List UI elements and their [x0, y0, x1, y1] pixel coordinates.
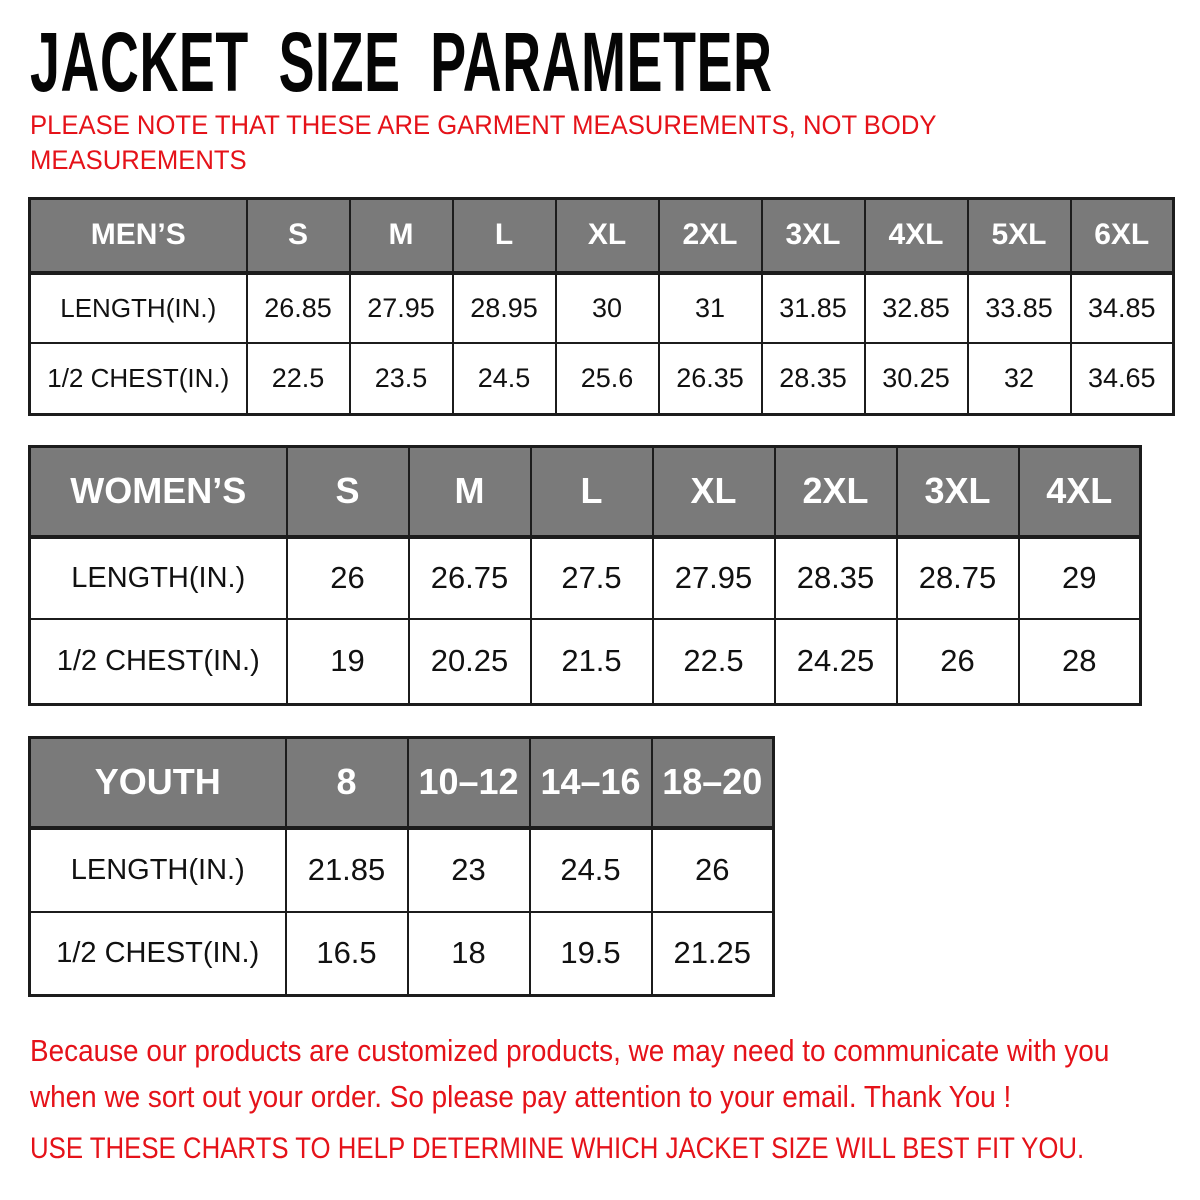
value-cell: 30 [556, 273, 659, 343]
womens-size-header: 2XL [775, 447, 897, 537]
notice-line-1: Because our products are customized products, we may need to communicate with you [30, 1033, 1110, 1068]
youth-size-header: 14–16 [530, 738, 652, 828]
value-cell: 34.65 [1071, 343, 1174, 415]
value-cell: 26 [287, 537, 409, 619]
mens-size-table [28, 197, 1175, 416]
value-cell: 21.85 [286, 828, 408, 912]
value-cell: 28.75 [897, 537, 1019, 619]
garment-measurement-note [30, 108, 936, 177]
mens-header-row [30, 199, 1174, 273]
mens-size-header: M [350, 199, 453, 273]
row-label: 1/2 CHEST(IN.) [30, 343, 247, 415]
value-cell: 24.25 [775, 619, 897, 705]
mens-size-header: 6XL [1071, 199, 1174, 273]
value-cell: 24.5 [453, 343, 556, 415]
row-label: 1/2 CHEST(IN.) [30, 912, 286, 996]
value-cell: 24.5 [530, 828, 652, 912]
value-cell: 25.6 [556, 343, 659, 415]
mens-size-header: S [247, 199, 350, 273]
value-cell: 21.5 [531, 619, 653, 705]
value-cell: 26.85 [247, 273, 350, 343]
youth-size-table [28, 736, 775, 997]
value-cell: 22.5 [247, 343, 350, 415]
mens-size-header: XL [556, 199, 659, 273]
womens-size-header: M [409, 447, 531, 537]
value-cell: 28.35 [762, 343, 865, 415]
note-line-2: MEASUREMENTS [30, 144, 247, 175]
womens-table-title-cell: WOMEN’S [30, 447, 287, 537]
mens-size-header: 5XL [968, 199, 1071, 273]
value-cell: 27.95 [350, 273, 453, 343]
value-cell: 18 [408, 912, 530, 996]
mens-size-header: 2XL [659, 199, 762, 273]
value-cell: 21.25 [652, 912, 774, 996]
notice-line-2: when we sort out your order. So please pay attention to your email. Thank You ! [30, 1078, 1012, 1114]
womens-size-header: S [287, 447, 409, 537]
womens-size-header: L [531, 447, 653, 537]
youth-header-row [30, 738, 774, 828]
row-label: 1/2 CHEST(IN.) [30, 619, 287, 705]
youth-length-row [30, 828, 774, 912]
row-label: LENGTH(IN.) [30, 537, 287, 619]
value-cell: 27.5 [531, 537, 653, 619]
value-cell: 26.35 [659, 343, 762, 415]
value-cell: 28.95 [453, 273, 556, 343]
womens-chest-row [30, 619, 1141, 705]
youth-size-header: 8 [286, 738, 408, 828]
womens-size-table [28, 445, 1142, 706]
mens-size-header: 4XL [865, 199, 968, 273]
value-cell: 28 [1019, 619, 1141, 705]
value-cell: 19.5 [530, 912, 652, 996]
value-cell: 26.75 [409, 537, 531, 619]
mens-table-title-cell: MEN’S [30, 199, 247, 273]
mens-chest-row [30, 343, 1174, 415]
youth-chest-row [30, 912, 774, 996]
value-cell: 23 [408, 828, 530, 912]
note-line-1: PLEASE NOTE THAT THESE ARE GARMENT MEASUREMENTS, NOT BODY [30, 110, 937, 140]
value-cell: 27.95 [653, 537, 775, 619]
womens-size-header: 3XL [897, 447, 1019, 537]
value-cell: 31 [659, 273, 762, 343]
youth-size-header: 10–12 [408, 738, 530, 828]
value-cell: 23.5 [350, 343, 453, 415]
value-cell: 31.85 [762, 273, 865, 343]
value-cell: 28.35 [775, 537, 897, 619]
value-cell: 20.25 [409, 619, 531, 705]
womens-size-header: 4XL [1019, 447, 1141, 537]
value-cell: 16.5 [286, 912, 408, 996]
womens-length-row [30, 537, 1141, 619]
value-cell: 19 [287, 619, 409, 705]
row-label: LENGTH(IN.) [30, 273, 247, 343]
value-cell: 34.85 [1071, 273, 1174, 343]
row-label: LENGTH(IN.) [30, 828, 286, 912]
youth-table-title-cell: YOUTH [30, 738, 286, 828]
value-cell: 26 [652, 828, 774, 912]
womens-size-header: XL [653, 447, 775, 537]
value-cell: 32 [968, 343, 1071, 415]
value-cell: 30.25 [865, 343, 968, 415]
value-cell: 33.85 [968, 273, 1071, 343]
mens-length-row [30, 273, 1174, 343]
youth-size-header: 18–20 [652, 738, 774, 828]
value-cell: 29 [1019, 537, 1141, 619]
usage-line-1: USE THESE CHARTS TO HELP DETERMINE WHICH JACKET SIZE WILL BEST FIT YOU. [30, 1132, 1085, 1165]
chart-usage-note [30, 1128, 1084, 1170]
value-cell: 26 [897, 619, 1019, 705]
page-title: JACKET SIZE PARAMETER [30, 15, 773, 109]
value-cell: 22.5 [653, 619, 775, 705]
value-cell: 32.85 [865, 273, 968, 343]
mens-size-header: L [453, 199, 556, 273]
mens-size-header: 3XL [762, 199, 865, 273]
womens-header-row [30, 447, 1141, 537]
customization-notice [30, 1028, 1109, 1119]
